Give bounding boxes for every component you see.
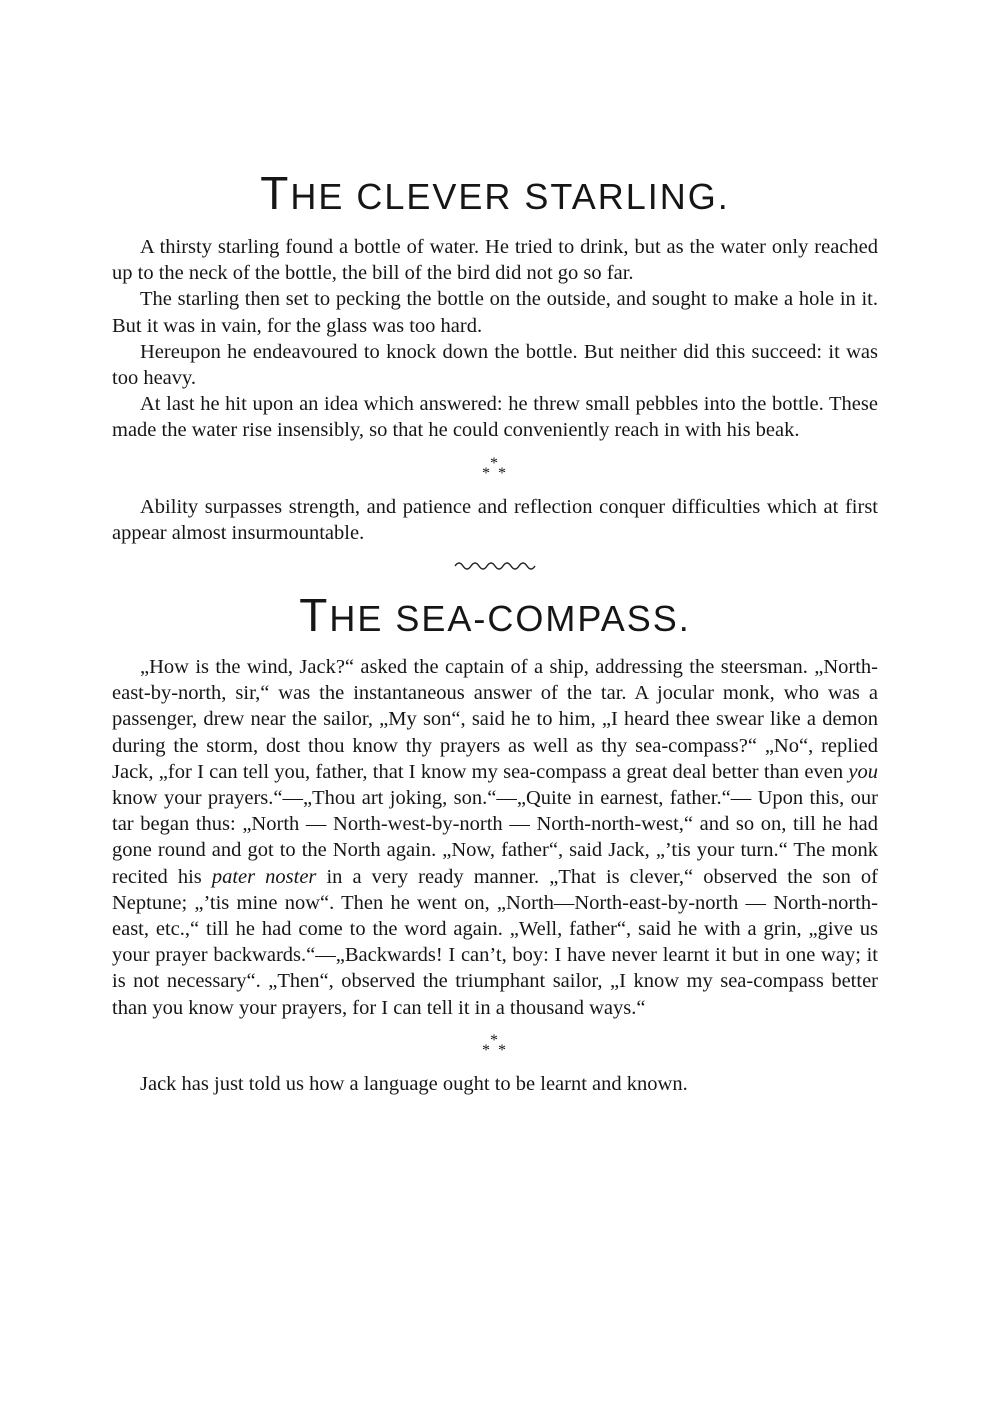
story-title-sea-compass: THE SEA-COMPASS. bbox=[299, 589, 691, 642]
asterisk: * bbox=[490, 454, 498, 472]
asterisk: * bbox=[490, 1031, 498, 1049]
wavy-line-icon bbox=[453, 554, 537, 574]
asterisk: * bbox=[482, 1041, 490, 1059]
story-title-clever-starling: THE CLEVER STARLING. bbox=[260, 167, 730, 219]
asterisk: * bbox=[498, 464, 506, 482]
paragraph: A thirsty starling found a bottle of water. He tried to drink, but as the water only reached up to the neck of the bottle, the bill of the bird did not go so far. bbox=[112, 236, 878, 285]
paragraph: „How is the wind, Jack?“ asked the captain of a ship, addressing the steersman. „North-east-by-north, sir,“ was the instantaneous answer of the tar. A jocular monk, who was a passenger, drew near the sailor, „My son“, said he to him, „I heard thee swear like a demon during the storm, dost thou know thy prayers as well as thy sea-compass?“ „No“, replied Jack, „for I can tell you, father, that I know my sea-compass a great deal better than even you know your prayers.“—„Thou art joking, son.“—„Quite in earnest, father.“— Upon this, our tar began thus: „North — North-west-by-north — North-north-west,“ and so on, till he had gone round and got to the North again. „Now, father“, said Jack, „’tis your turn.“ The monk recited his pater noster in a very ready manner. „That is clever,“ observed the son of Neptune; „’tis mine now“. Then he went on, „North—North-east-by-north — North-north-east, etc.,“ till he had come to the word again. „Well, father“, said he with a grin, „give us your prayer backwards.“—„Backwards! I can’t, boy: I have never learnt it but in one way; it is not necessary“. „Then“, observed the triumphant sailor, „I know my sea-compass better than you know your prayers, for I can tell it in a thousand ways.“ bbox=[112, 656, 878, 1019]
paragraph: The starling then set to pecking the bottle on the outside, and sought to make a hole in it. But it was in vain, for the glass was too hard. bbox=[112, 288, 878, 337]
page bbox=[112, 160, 878, 1097]
section-ornament bbox=[112, 554, 878, 580]
paragraph: Hereupon he endeavoured to knock down the bottle. But neither did this succeed: it was too heavy. bbox=[112, 340, 878, 390]
asterisk: * bbox=[482, 464, 490, 482]
moral-paragraph: Jack has just told us how a language ought to be learnt and known. bbox=[140, 1072, 688, 1095]
asterism-divider bbox=[112, 1029, 878, 1065]
moral-paragraph: Ability surpasses strength, and patience and reflection conquer difficulties which at first appear almost insurmountable. bbox=[112, 495, 878, 544]
asterisk: * bbox=[498, 1041, 506, 1059]
asterism-divider bbox=[112, 452, 878, 488]
paragraph: At last he hit upon an idea which answered: he threw small pebbles into the bottle. These made the water rise insensibly, so that he could conveniently reach in with his beak. bbox=[112, 393, 878, 442]
